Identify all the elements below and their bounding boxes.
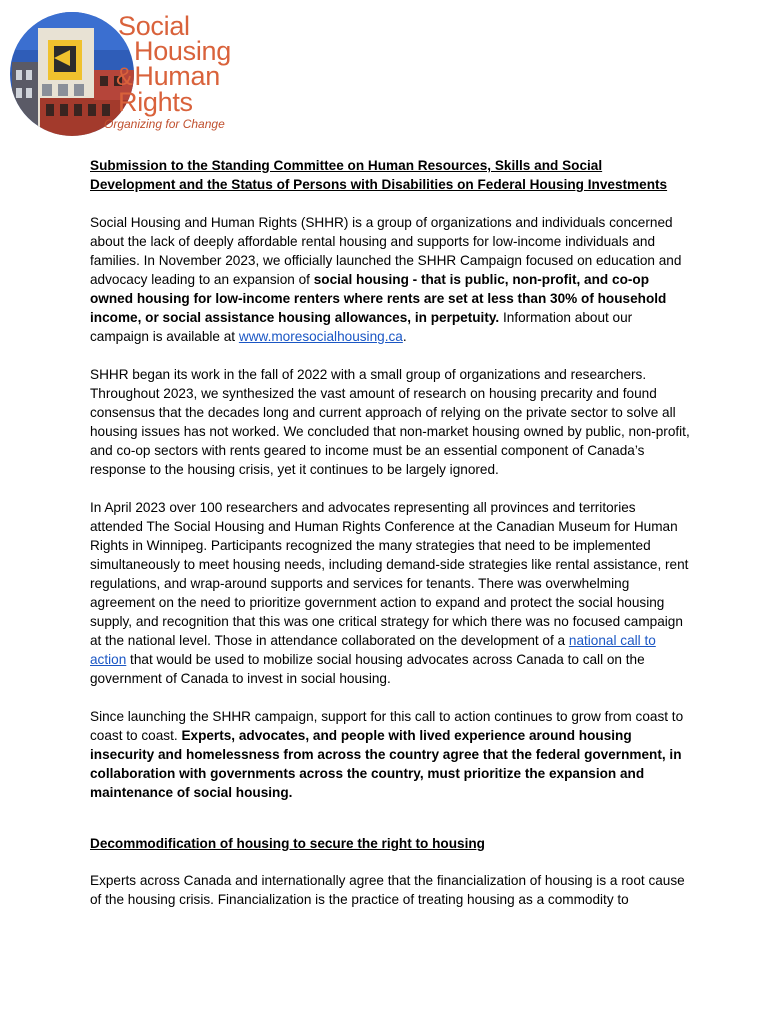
document-title: Submission to the Standing Committee on Human Resources, Skills and Social Development and the Status of Persons with Disabilities on Federal Housing Investments [90, 158, 668, 192]
logo-line-rights: Rights [118, 87, 193, 117]
logo-wordmark [104, 11, 231, 131]
national-call-to-action-link[interactable]: national call to action [90, 633, 656, 667]
paragraph-conference [90, 498, 690, 688]
section-heading-decommodification: Decommodification of housing to secure the right to housing [90, 836, 485, 851]
document-body [90, 156, 690, 928]
paragraph-support-bold: Experts, advocates, and people with lived experience around housing insecurity and homelessness from across the country agree that the federal government, in collaboration with governments across the country, must prioritize the expansion and maintenance of social housing. [90, 728, 682, 800]
paragraph-support [90, 707, 690, 802]
paragraph-intro-text-2: Information about our campaign is available at [90, 310, 633, 344]
paragraph-support-text: Since launching the SHHR campaign, support for this call to action continues to grow from coast to coast to coast. [90, 709, 684, 743]
paragraph-conference-text-2: that would be used to mobilize social housing advocates across Canada to call on the government of Canada to invest in social housing. [90, 652, 645, 686]
organization-logo [10, 10, 260, 138]
logo-line-human-text: Human [134, 61, 220, 91]
paragraph-conference-text-1: In April 2023 over 100 researchers and advocates representing all provinces and territories attended The Social Housing and Human Rights Conference at the Canadian Museum for Human Rights in Winnipeg. Participants recognized the many strategies that need to be implemented simultaneously to meet housing needs, including demand-side strategies like rental assistance, rent regulations, and wrap-around supports and services for tenants. There was overwhelming agreement on the need to prioritize government action to expand and protect the social housing supply, and recognition that this was one critical strategy for which there was no focused campaign at the national level. Those in attendance collaborated on the development of a [90, 500, 689, 648]
paragraph-financialization: Experts across Canada and internationally agree that the financialization of housing is a root cause of the housing crisis. Financialization is the practice of treating housing as a commodity to [90, 873, 685, 907]
paragraph-intro [90, 213, 690, 346]
logo-ampersand: & [116, 63, 133, 91]
paragraph-intro-text-3: . [402, 329, 407, 344]
paragraph-history: SHHR began its work in the fall of 2022 with a small group of organizations and researchers. Throughout 2023, we synthesized the vast amount of research on housing precarity and found consensus that the decades long and current approach of relying on the private sector to solve all housing issues has not worked. We concluded that non-market housing owned by public, non-profit, and co-op sectors with rents geared to income must be an essential component of Canada’s response to the housing crisis, yet it continues to be largely ignored. [90, 367, 690, 477]
logo-line-social: Social [118, 11, 190, 41]
paragraph-intro-bold: social housing - that is public, non-profit, and co-op owned housing for low-income renters where rents are set at less than 30% of household income, or social assistance housing allowances, in perpetuity. [90, 272, 667, 325]
logo-tagline: Organizing for Change [104, 117, 225, 131]
paragraph-intro-text-1: Social Housing and Human Rights (SHHR) is a group of organizations and individuals concerned about the lack of deeply affordable rental housing and supports for low-income individuals and families. In November 2023, we officially launched the SHHR Campaign focused on education and advocacy leading to an expansion of [90, 215, 682, 287]
logo-line-housing: Housing [134, 36, 231, 66]
campaign-website-link[interactable]: www.moresocialhousing.ca [238, 329, 403, 344]
